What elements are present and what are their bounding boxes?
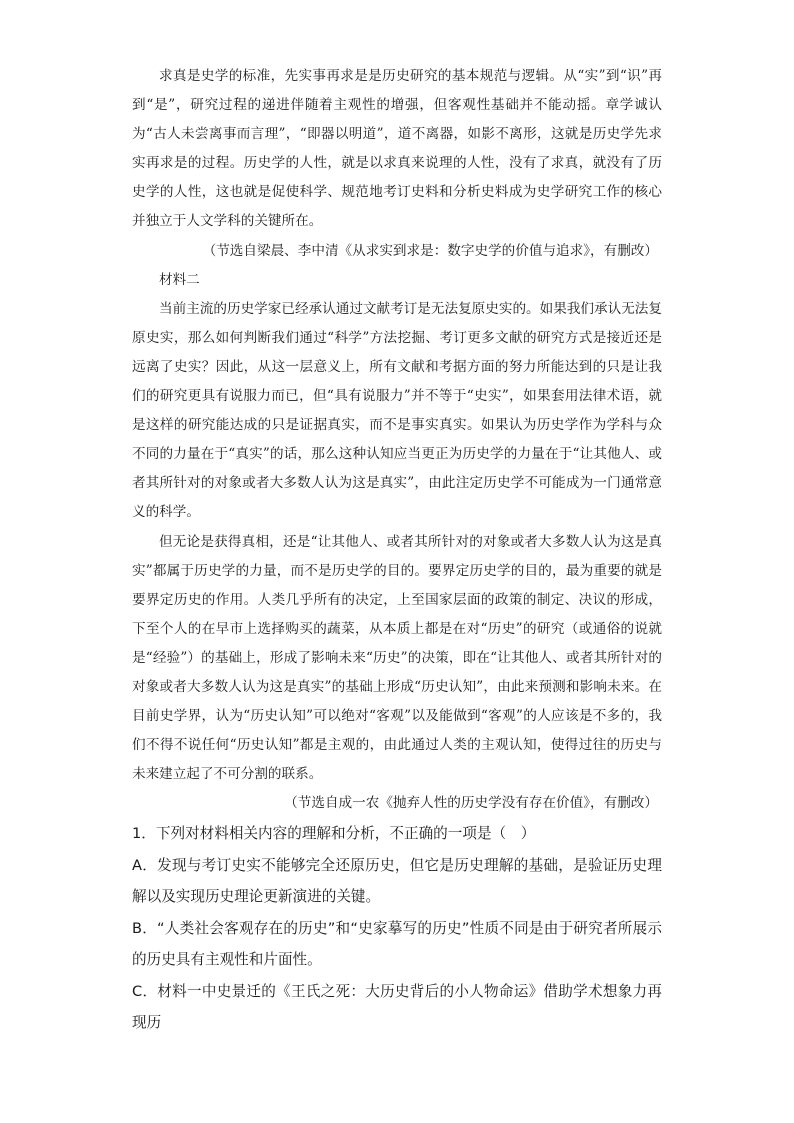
material1-paragraph: 求真是史学的标准，先实事再求是是历史研究的基本规范与逻辑。从“实”到“识”再到“是”，研究过程的递进伴随着主观性的增强，但客观性基础并不能动摇。章学诚认为“古人未尝离事而言理”，“即器以明道”，道不离器，如影不离形，这就是历史学先求实再求是的过程。历史学的人性，就是以求真来说理的人性，没有了求真，就没有了历史学的人性，这也就是促使科学、规范地考订史料和分析史料成为史学研究工作的核心并独立于人文学科的关键所在。	[132, 68, 662, 230]
question1-option-b: B．“人类社会客观存在的历史”和“史家摹写的历史”性质不同是由于研究者所展示的历史具有主观性和片面性。	[132, 919, 662, 969]
material2-label: 材料二	[159, 271, 200, 288]
material1-source: （节选自梁晨、李中清《从求实到求是：数字史学的价值与追求》，有删改）	[202, 242, 658, 259]
question1-stem: 1．下列对材料相关内容的理解和分析，不正确的一项是（ ）	[132, 825, 536, 843]
question1-option-a: A．发现与考订史实不能够完全还原历史，但它是历史理解的基础，是验证历史理解以及实现历史理论更新演进的关键。	[132, 856, 662, 906]
material2-source: （节选自成一农《抛弃人性的历史学没有存在价值》，有删改）	[284, 795, 658, 812]
material2-paragraph-2: 但无论是获得真相，还是“让其他人、或者其所针对的对象或者大多数人认为这是真实”都属于历史学的力量，而不是历史学的目的。要界定历史学的目的，最为重要的就是要界定历史的作用。人类几乎所有的决定，上至国家层面的政策的制定、决议的形成，下至个人的在早市上选择购买的蔬菜，从本质上都是在对“历史”的研究（或通俗的说就是“经验”）的基础上，形成了影响未来“历史”的决策，即在“让其他人、或者其所针对的对象或者大多数人认为这是真实”的基础上形成“历史认知”，由此来预测和影响未来。在目前史学界，认为“历史认知”可以绝对“客观”以及能做到“客观”的人应该是不多的，我们不得不说任何“历史认知”都是主观的，由此通过人类的主观认知，使得过往的历史与未来建立起了不可分割的联系。	[132, 533, 662, 783]
question1-option-c: C．材料一中史景迁的《王氏之死：大历史背后的小人物命运》借助学术想象力再现历	[132, 982, 662, 1032]
material2-paragraph-1: 当前主流的历史学家已经承认通过文献考订是无法复原史实的。如果我们承认无法复原史实，那么如何判断我们通过“科学”方法挖掘、考订更多文献的研究方式是接近还是远离了史实？因此，从这一层意义上，所有文献和考据方面的努力所能达到的只是让我们的研究更具有说服力而已，但“具有说服力”并不等于“史实”，如果套用法律术语，就是这样的研究能达成的只是证据真实，而不是事实真实。如果认为历史学作为学科与众不同的力量在于“真实”的话，那么这种认知应当更正为历史学的力量在于“让其他人、或者其所针对的对象或者大多数人认为这是真实”，由此注定历史学不可能成为一门通常意义的科学。	[132, 300, 662, 521]
document-page	[132, 62, 662, 1039]
